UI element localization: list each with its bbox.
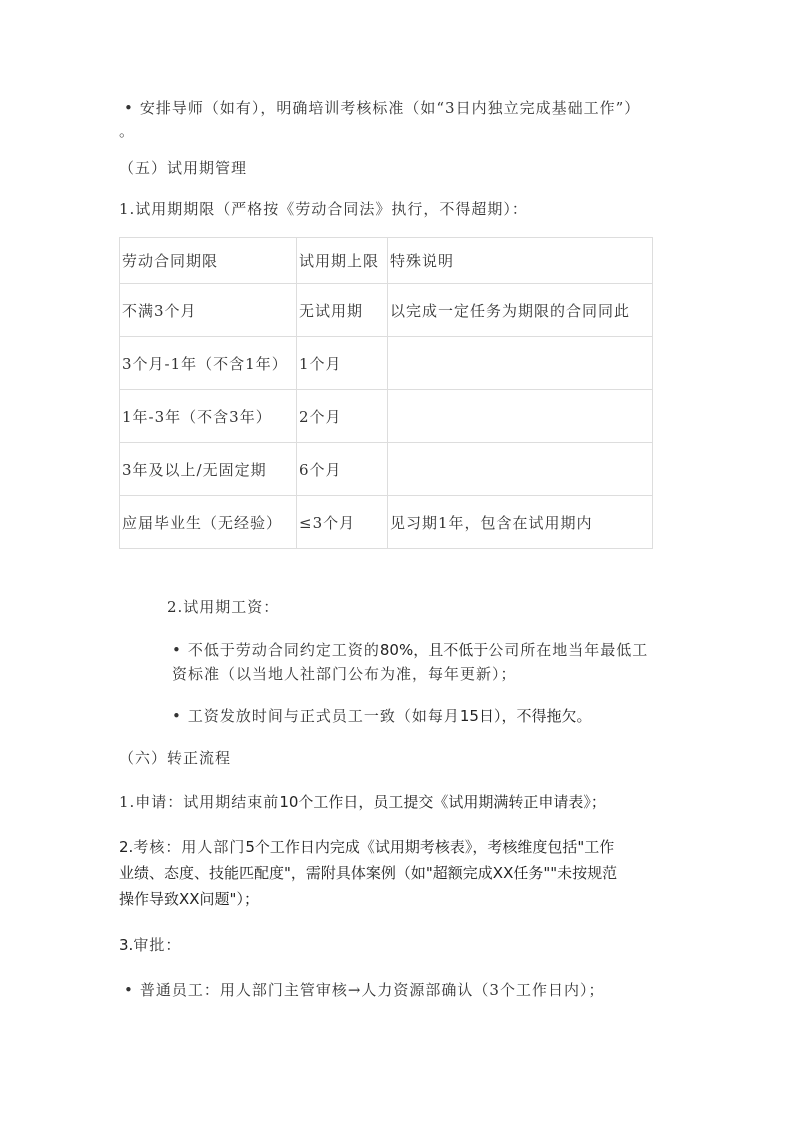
header-cell: 特殊说明 xyxy=(388,238,653,284)
step-3-approve xyxy=(119,934,181,955)
table-cell xyxy=(388,390,653,443)
table-cell: 2个月 xyxy=(297,390,388,443)
probation-salary-heading: 2.试用期工资： xyxy=(167,598,280,616)
table-cell: 3个月-1年（不含1年） xyxy=(120,337,297,390)
salary-text-c: 公司所在地当年最低工 xyxy=(488,641,649,659)
section-five-heading: （五）试用期管理 xyxy=(119,159,248,177)
table-row xyxy=(120,337,653,390)
header-cell: 劳动合同期限 xyxy=(120,238,297,284)
salary-bullet-2 xyxy=(172,705,591,726)
bullet-mentor xyxy=(124,97,640,118)
table-row xyxy=(120,390,653,443)
step-3-num: 3. xyxy=(119,936,134,954)
step-1-text-a: 1.申请：试用期结束前 xyxy=(119,793,280,811)
step-2-line2: 业绩、态度、技能匹配度"，需附具体案例（如"超额完成XX任务""未按规范 xyxy=(119,864,618,882)
salary-bullet-1-line2: 资标准（以当地人社部门公布为准，每年更新）； xyxy=(172,665,517,683)
table-cell: 见习期1年，包含在试用期内 xyxy=(388,496,653,549)
salary-text-b: 80%，且不低于 xyxy=(379,641,489,659)
table-row xyxy=(120,443,653,496)
step-2-text-b: 考核：用人部门 xyxy=(133,838,246,856)
table-cell xyxy=(388,443,653,496)
table-cell: 无试用期 xyxy=(297,284,388,337)
step-3-text: 审批： xyxy=(133,936,182,954)
approval-text: 普通员工：用人部门主管审核→人力资源部确认（3个工作日内）； xyxy=(139,981,605,999)
section-six-heading: （六）转正流程 xyxy=(119,749,232,767)
pay-time-text-a: 工资发放时间与正式员工一致（如每月 xyxy=(187,707,460,725)
table-cell: 1年-3年（不含3年） xyxy=(120,390,297,443)
table-cell: 不满3个月 xyxy=(120,284,297,337)
bullet-dot: • xyxy=(124,99,134,117)
table-cell: 6个月 xyxy=(297,443,388,496)
table-cell: ≤3个月 xyxy=(297,496,388,549)
table-header-row xyxy=(120,238,653,284)
step-2-line3: 操作导致XX问题"）； xyxy=(119,890,259,908)
mentor-text-tail: 。 xyxy=(119,122,136,140)
table-cell: 3年及以上/无固定期 xyxy=(120,443,297,496)
step-2-num: 2. xyxy=(119,838,134,856)
step-2-assess xyxy=(119,836,614,857)
salary-bullet-1 xyxy=(172,639,648,660)
approval-bullet-1 xyxy=(124,979,604,1000)
mentor-text: 安排导师（如有），明确培训考核标准（如“3日内独立完成基础工作”） xyxy=(139,99,641,117)
bullet-dot: • xyxy=(172,641,182,659)
table-cell: 应届毕业生（无经验） xyxy=(120,496,297,549)
step-1-text-b: 10个工作日，员工提交《试用期满转正申请表》； xyxy=(279,793,606,811)
probation-table xyxy=(119,237,653,549)
salary-text-a: 不低于劳动合同约定工资的 xyxy=(187,641,380,659)
bullet-dot: • xyxy=(172,707,182,725)
table-row xyxy=(120,284,653,337)
header-cell: 试用期上限 xyxy=(297,238,388,284)
table-cell: 1个月 xyxy=(297,337,388,390)
probation-term-heading: 1.试用期期限（严格按《劳动合同法》执行，不得超期）： xyxy=(119,200,528,218)
step-2-text-c: 5个工作日内完成《试用期考核表》，考核维度包括"工作 xyxy=(245,838,615,856)
table-row xyxy=(120,496,653,549)
bullet-dot: • xyxy=(124,981,134,999)
pay-time-text-b: 15日），不得拖欠。 xyxy=(459,707,592,725)
table-cell: 以完成一定任务为期限的合同同此 xyxy=(388,284,653,337)
table-cell xyxy=(388,337,653,390)
step-1-apply xyxy=(119,791,606,812)
